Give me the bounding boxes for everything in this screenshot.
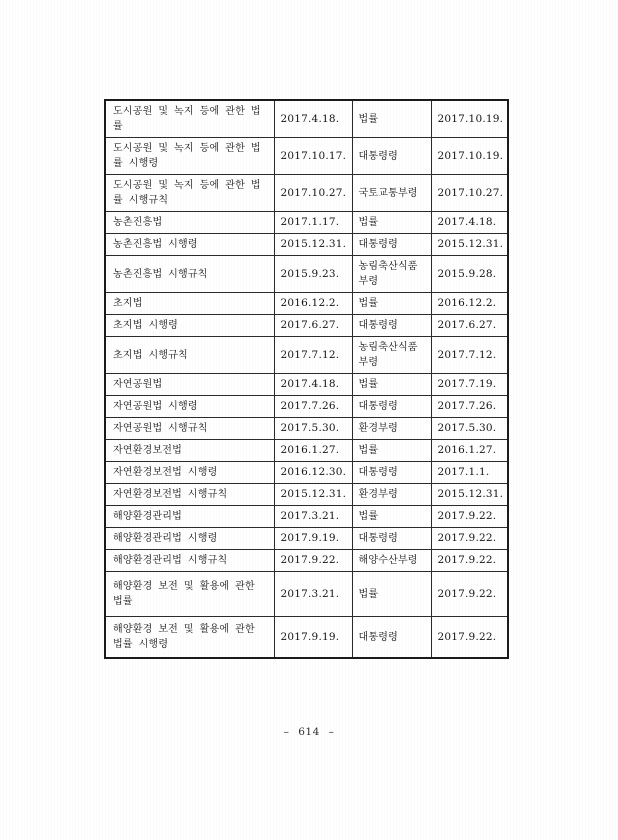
statute-type-cell: 대통령령 — [352, 138, 431, 175]
revision-date-cell: 2017.4.18. — [274, 100, 352, 138]
laws-table — [104, 99, 509, 659]
law-name-cell: 도시공원 및 녹지 등에 관한 법률 — [105, 100, 274, 138]
statute-type-cell: 대통령령 — [352, 315, 431, 337]
statute-type-cell: 법률 — [352, 374, 431, 396]
statute-type-cell: 대통령령 — [352, 617, 431, 659]
table-row — [105, 550, 508, 572]
revision-date-cell: 2017.9.19. — [274, 528, 352, 550]
revision-date-cell: 2017.10.17. — [274, 138, 352, 175]
table-row — [105, 256, 508, 293]
enforcement-date-cell: 2017.7.12. — [431, 337, 508, 374]
law-name-cell: 초지법 — [105, 293, 274, 315]
table-row — [105, 440, 508, 462]
revision-date-cell: 2015.12.31. — [274, 484, 352, 506]
revision-date-cell: 2015.9.23. — [274, 256, 352, 293]
statute-type-cell: 농림축산식품부령 — [352, 337, 431, 374]
enforcement-date-cell: 2017.10.19. — [431, 138, 508, 175]
revision-date-cell: 2017.10.27. — [274, 175, 352, 212]
revision-date-cell: 2017.7.26. — [274, 396, 352, 418]
law-name-cell: 자연공원법 시행규칙 — [105, 418, 274, 440]
revision-date-cell: 2017.9.19. — [274, 617, 352, 659]
law-name-cell: 농촌진흥법 시행령 — [105, 234, 274, 256]
table-row — [105, 337, 508, 374]
statute-type-cell: 해양수산부령 — [352, 550, 431, 572]
table-row — [105, 617, 508, 659]
enforcement-date-cell: 2017.9.22. — [431, 550, 508, 572]
law-name-cell: 초지법 시행령 — [105, 315, 274, 337]
enforcement-date-cell: 2016.1.27. — [431, 440, 508, 462]
statute-type-cell: 법률 — [352, 572, 431, 617]
revision-date-cell: 2016.12.30. — [274, 462, 352, 484]
table-row — [105, 484, 508, 506]
table-row — [105, 212, 508, 234]
enforcement-date-cell: 2017.5.30. — [431, 418, 508, 440]
law-name-cell: 해양환경 보전 및 활용에 관한 법률 시행령 — [105, 617, 274, 659]
law-name-cell: 해양환경관리법 — [105, 506, 274, 528]
revision-date-cell: 2016.12.2. — [274, 293, 352, 315]
enforcement-date-cell: 2017.10.19. — [431, 100, 508, 138]
enforcement-date-cell: 2017.9.22. — [431, 506, 508, 528]
statute-type-cell: 대통령령 — [352, 396, 431, 418]
statute-type-cell: 국토교통부령 — [352, 175, 431, 212]
statute-type-cell: 법률 — [352, 293, 431, 315]
statute-type-cell: 법률 — [352, 100, 431, 138]
law-name-cell: 해양환경관리법 시행규칙 — [105, 550, 274, 572]
table-row — [105, 374, 508, 396]
law-name-cell: 농촌진흥법 — [105, 212, 274, 234]
revision-date-cell: 2016.1.27. — [274, 440, 352, 462]
table-row — [105, 100, 508, 138]
table-row — [105, 528, 508, 550]
table-row — [105, 175, 508, 212]
table-row — [105, 315, 508, 337]
revision-date-cell: 2017.1.17. — [274, 212, 352, 234]
table-row — [105, 138, 508, 175]
enforcement-date-cell: 2017.4.18. — [431, 212, 508, 234]
revision-date-cell: 2017.5.30. — [274, 418, 352, 440]
table-row — [105, 396, 508, 418]
statute-type-cell: 대통령령 — [352, 462, 431, 484]
table-row — [105, 418, 508, 440]
enforcement-date-cell: 2017.9.22. — [431, 572, 508, 617]
enforcement-date-cell: 2015.12.31. — [431, 234, 508, 256]
law-name-cell: 자연환경보전법 시행규칙 — [105, 484, 274, 506]
statute-type-cell: 법률 — [352, 440, 431, 462]
law-name-cell: 도시공원 및 녹지 등에 관한 법률 시행령 — [105, 138, 274, 175]
law-name-cell: 자연환경보전법 시행령 — [105, 462, 274, 484]
table-row — [105, 462, 508, 484]
enforcement-date-cell: 2017.7.26. — [431, 396, 508, 418]
enforcement-date-cell: 2017.1.1. — [431, 462, 508, 484]
enforcement-date-cell: 2017.6.27. — [431, 315, 508, 337]
law-name-cell: 도시공원 및 녹지 등에 관한 법률 시행규칙 — [105, 175, 274, 212]
enforcement-date-cell: 2017.9.22. — [431, 528, 508, 550]
law-name-cell: 자연환경보전법 — [105, 440, 274, 462]
statute-type-cell: 대통령령 — [352, 528, 431, 550]
revision-date-cell: 2017.9.22. — [274, 550, 352, 572]
statute-type-cell: 법률 — [352, 506, 431, 528]
revision-date-cell: 2017.7.12. — [274, 337, 352, 374]
enforcement-date-cell: 2017.9.22. — [431, 617, 508, 659]
law-name-cell: 초지법 시행규칙 — [105, 337, 274, 374]
revision-date-cell: 2017.6.27. — [274, 315, 352, 337]
enforcement-date-cell: 2017.7.19. — [431, 374, 508, 396]
statute-type-cell: 환경부령 — [352, 418, 431, 440]
revision-date-cell: 2017.3.21. — [274, 572, 352, 617]
table-row — [105, 506, 508, 528]
table-row — [105, 234, 508, 256]
law-name-cell: 해양환경관리법 시행령 — [105, 528, 274, 550]
law-name-cell: 자연공원법 — [105, 374, 274, 396]
page-number: – 614 – — [283, 726, 335, 738]
enforcement-date-cell: 2015.9.28. — [431, 256, 508, 293]
statute-type-cell: 농림축산식품부령 — [352, 256, 431, 293]
enforcement-date-cell: 2017.10.27. — [431, 175, 508, 212]
revision-date-cell: 2017.3.21. — [274, 506, 352, 528]
table-row — [105, 572, 508, 617]
laws-table-body — [105, 100, 508, 658]
statute-type-cell: 대통령령 — [352, 234, 431, 256]
law-name-cell: 자연공원법 시행령 — [105, 396, 274, 418]
revision-date-cell: 2017.4.18. — [274, 374, 352, 396]
statute-type-cell: 법률 — [352, 212, 431, 234]
statute-type-cell: 환경부령 — [352, 484, 431, 506]
law-name-cell: 농촌진흥법 시행규칙 — [105, 256, 274, 293]
law-name-cell: 해양환경 보전 및 활용에 관한 법률 — [105, 572, 274, 617]
table-row — [105, 293, 508, 315]
enforcement-date-cell: 2016.12.2. — [431, 293, 508, 315]
enforcement-date-cell: 2015.12.31. — [431, 484, 508, 506]
revision-date-cell: 2015.12.31. — [274, 234, 352, 256]
